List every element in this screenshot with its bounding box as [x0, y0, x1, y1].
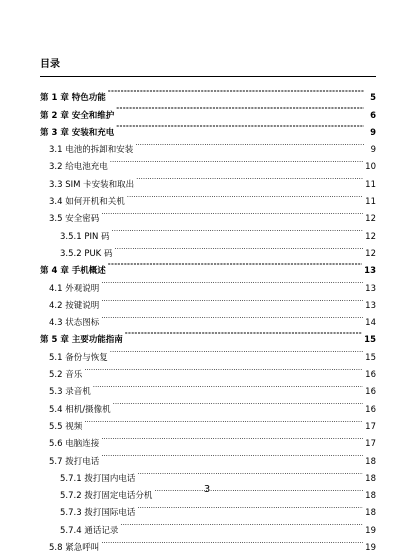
- toc-entry-page: 6: [370, 110, 376, 121]
- toc-entry-label: 5.3 录音机: [49, 387, 91, 398]
- dot-leader: [116, 118, 364, 135]
- toc-entry-label: 5.1 备份与恢复: [49, 352, 108, 363]
- toc-entry[interactable]: [40, 446, 376, 467]
- toc-entry-page: 17: [365, 421, 376, 432]
- toc-entry-label: 5.5 视频: [49, 421, 83, 432]
- toc-entry[interactable]: [40, 429, 376, 450]
- toc-entry[interactable]: [40, 273, 376, 294]
- toc-entry-label: 5.7.2 拨打固定电话分机: [60, 491, 153, 502]
- toc-entry-page: 9: [370, 145, 376, 156]
- toc-entry[interactable]: [40, 221, 376, 242]
- toc-entry-page: 18: [365, 473, 376, 484]
- dot-leader: [101, 429, 363, 446]
- toc-entry[interactable]: [40, 118, 376, 138]
- toc-entry[interactable]: [40, 152, 376, 173]
- dot-leader: [93, 377, 363, 394]
- toc-entry[interactable]: [40, 394, 376, 415]
- dot-leader: [137, 464, 363, 481]
- dot-leader: [84, 360, 363, 377]
- toc-entry-label: 第 4 章 手机概述: [40, 266, 106, 277]
- toc-entry[interactable]: [40, 291, 376, 311]
- toc-entry[interactable]: [40, 256, 376, 277]
- dot-leader: [101, 446, 363, 463]
- dot-leader: [101, 308, 363, 325]
- dot-leader: [110, 152, 363, 169]
- dot-leader: [116, 100, 364, 117]
- toc-entry-page: 19: [365, 525, 376, 536]
- toc-entry-page: 12: [365, 214, 376, 225]
- toc-entry-label: 4.1 外观说明: [49, 283, 100, 294]
- toc-entry-label: 第 1 章 特色功能: [40, 93, 106, 104]
- toc-entry-label: 4.3 状态图标: [49, 318, 100, 329]
- table-of-contents: [40, 83, 376, 554]
- toc-entry-page: 16: [365, 370, 376, 381]
- toc-entry-page: 11: [365, 197, 376, 208]
- toc-entry-label: 5.8 紧急呼叫: [49, 543, 100, 554]
- toc-entry-page: 15: [364, 335, 376, 346]
- toc-entry-page: 13: [364, 266, 376, 277]
- toc-entry[interactable]: [40, 308, 376, 329]
- toc-entry-label: 3.5 安全密码: [49, 214, 100, 225]
- toc-entry-page: 17: [365, 439, 376, 450]
- toc-entry-page: 5: [370, 93, 376, 104]
- toc-heading: 目录: [40, 59, 60, 70]
- dot-leader: [101, 273, 363, 290]
- toc-entry[interactable]: [40, 135, 376, 156]
- dot-leader: [101, 533, 363, 550]
- toc-entry-label: 3.1 电池的拆卸和安装: [49, 145, 134, 156]
- toc-entry-label: 3.4 如何开机和关机: [49, 197, 125, 208]
- toc-entry-page: 16: [365, 404, 376, 415]
- toc-entry[interactable]: [40, 325, 376, 346]
- toc-entry[interactable]: [40, 100, 376, 121]
- toc-entry-label: 3.5.1 PIN 码: [60, 231, 110, 242]
- toc-entry-page: 18: [365, 508, 376, 519]
- toc-entry[interactable]: [40, 412, 376, 432]
- toc-entry-page: 9: [370, 127, 376, 138]
- toc-entry[interactable]: [40, 187, 376, 208]
- toc-entry[interactable]: [40, 515, 376, 536]
- page-number: 3: [203, 484, 211, 495]
- toc-entry[interactable]: [40, 464, 376, 484]
- toc-entry-page: 18: [365, 456, 376, 467]
- toc-entry[interactable]: [40, 83, 376, 104]
- toc-entry-label: 5.7.4 通话记录: [60, 525, 119, 536]
- toc-entry-label: 第 2 章 安全和维护: [40, 110, 115, 121]
- toc-entry-label: 5.7 拨打电话: [49, 456, 100, 467]
- toc-entry[interactable]: [40, 498, 376, 519]
- dot-leader: [135, 135, 364, 152]
- dot-leader: [114, 239, 363, 256]
- toc-entry-page: 16: [365, 387, 376, 398]
- toc-entry[interactable]: [40, 533, 376, 554]
- toc-entry-label: 3.5.2 PUK 码: [60, 248, 113, 259]
- toc-entry[interactable]: [40, 204, 376, 225]
- toc-entry-label: 3.3 SIM 卡安装和取出: [49, 179, 135, 190]
- toc-entry-page: 12: [365, 248, 376, 259]
- toc-entry-page: 11: [365, 179, 376, 190]
- toc-entry-label: 5.7.1 拨打国内电话: [60, 473, 136, 484]
- toc-entry-label: 第 5 章 主要功能指南: [40, 335, 123, 346]
- toc-entry[interactable]: [40, 360, 376, 381]
- dot-leader: [127, 187, 363, 204]
- toc-entry-label: 第 3 章 安装和充电: [40, 127, 115, 138]
- toc-entry-page: 12: [365, 231, 376, 242]
- dot-leader: [113, 394, 364, 411]
- toc-entry-page: 14: [365, 318, 376, 329]
- toc-entry-label: 5.7.3 拨打国际电话: [60, 508, 136, 519]
- dot-leader: [101, 204, 363, 221]
- toc-entry-label: 5.4 相机/摄像机: [49, 404, 111, 415]
- toc-entry-label: 3.2 给电池充电: [49, 162, 108, 173]
- dot-leader: [120, 515, 363, 532]
- heading-rule: [40, 76, 376, 77]
- toc-entry-page: 13: [365, 283, 376, 294]
- dot-leader: [110, 342, 363, 359]
- toc-entry-page: 19: [365, 543, 376, 554]
- toc-entry-page: 13: [365, 300, 376, 311]
- toc-entry[interactable]: [40, 239, 376, 259]
- dot-leader: [136, 169, 363, 186]
- toc-entry-page: 15: [365, 352, 376, 363]
- toc-entry-label: 5.2 音乐: [49, 370, 83, 381]
- dot-leader: [108, 256, 362, 273]
- toc-entry-page: 18: [365, 491, 376, 502]
- dot-leader: [108, 83, 364, 100]
- dot-leader: [112, 221, 364, 238]
- toc-entry-label: 5.6 电脑连接: [49, 439, 100, 450]
- toc-entry-label: 4.2 按键说明: [49, 300, 100, 311]
- dot-leader: [101, 291, 363, 308]
- dot-leader: [137, 498, 363, 515]
- toc-entry[interactable]: [40, 377, 376, 398]
- toc-entry-page: 10: [365, 162, 376, 173]
- toc-entry[interactable]: [40, 342, 376, 363]
- dot-leader: [84, 412, 363, 429]
- toc-entry[interactable]: [40, 169, 376, 190]
- dot-leader: [125, 325, 362, 342]
